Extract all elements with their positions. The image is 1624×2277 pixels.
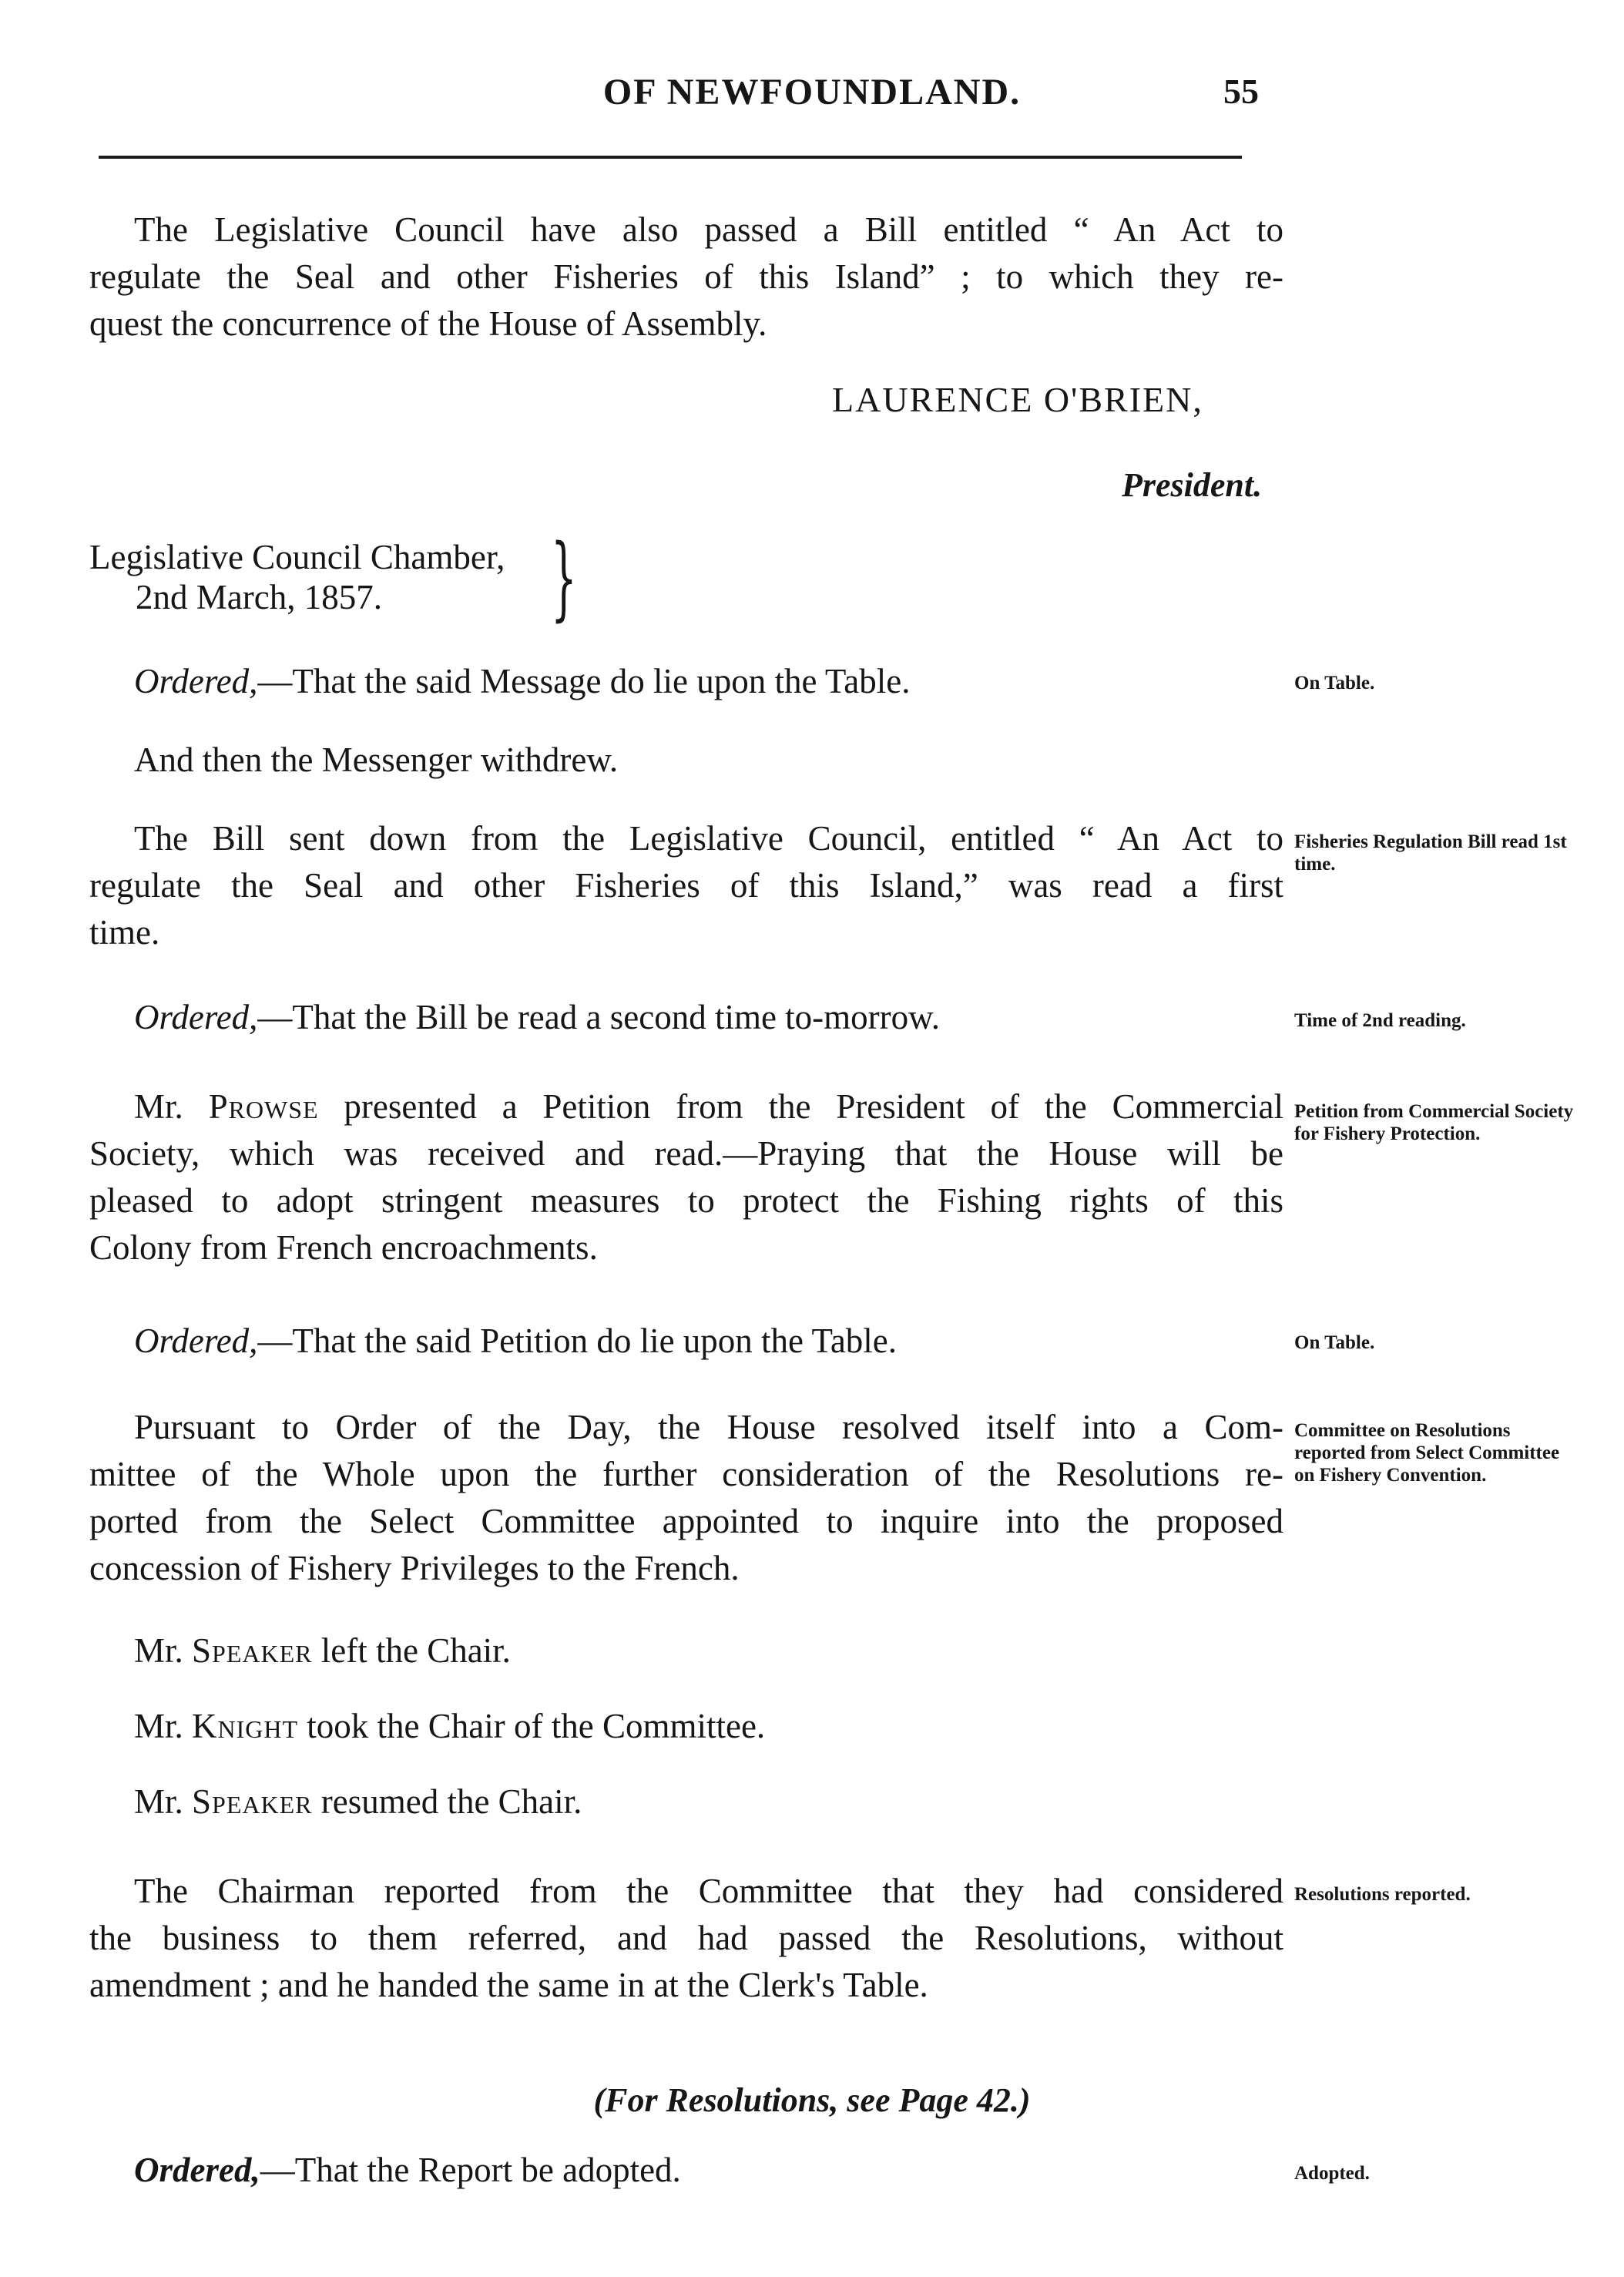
- ordered-text: —That the Report be adopted.: [260, 2151, 681, 2189]
- mr-prefix: Mr.: [134, 1087, 183, 1126]
- text-line: time.: [89, 913, 160, 952]
- margin-note-second-reading: Time of 2nd reading.: [1294, 1010, 1466, 1031]
- council-message-paragraph: [89, 207, 1283, 348]
- mr-prefix: Mr.: [134, 1631, 183, 1670]
- margin-note-on-table-2: On Table.: [1294, 1332, 1375, 1353]
- knight-chair-line: [89, 1703, 1283, 1750]
- text-line: pleased to adopt stringent measures to protect the Fishing rights of this: [89, 1181, 1283, 1220]
- ordered-report-adopted: [89, 2147, 1283, 2194]
- margin-note-fisheries-bill: Fisheries Regulation Bill read 1st time.: [1294, 831, 1567, 875]
- text-line: Society, which was received and read.—Praying that the House will be: [89, 1134, 1283, 1173]
- member-name: Speaker: [192, 1782, 313, 1821]
- text-fragment: presented a Petition from the President of the Commercial: [318, 1087, 1284, 1126]
- margin-note-committee: Committee on Resolutions reported from Select Committee on Fishery Convention.: [1294, 1420, 1560, 1486]
- margin-note-adopted: Adopted.: [1294, 2163, 1370, 2184]
- running-header-title: OF NEWFOUNDLAND.: [602, 72, 1022, 113]
- text-fragment: resumed the Chair.: [312, 1782, 582, 1821]
- speaker-left-line: [89, 1627, 1283, 1674]
- member-name: Speaker: [192, 1631, 313, 1670]
- mr-prefix: Mr.: [134, 1782, 183, 1821]
- ordered-second-reading: [89, 994, 1283, 1041]
- member-name: Prowse: [208, 1087, 319, 1126]
- text-line: The Bill sent down from the Legislative Council, entitled “ An Act to: [134, 819, 1283, 858]
- resolutions-reference: (For Resolutions, see Page 42.): [593, 2081, 1031, 2119]
- text-line: Pursuant to Order of the Day, the House resolved itself into a Com-: [134, 1408, 1283, 1446]
- ordered-text: —That the said Message do lie upon the Table.: [257, 662, 911, 700]
- text-line: And then the Messenger withdrew.: [134, 741, 619, 779]
- messenger-withdrew: [89, 737, 1283, 784]
- chairman-report-paragraph: [89, 1868, 1283, 2009]
- text-line: the business to them referred, and had passed the Resolutions, without: [89, 1919, 1283, 1957]
- ordered-lead: Ordered,: [134, 2151, 260, 2189]
- chamber-line: Legislative Council Chamber,: [89, 538, 505, 576]
- margin-note-petition: Petition from Commercial Society for Fishery Protection.: [1294, 1101, 1574, 1144]
- brace-glyph: }: [551, 524, 577, 630]
- ordered-message-table: [89, 658, 1283, 705]
- text-line: Colony from French encroachments.: [89, 1228, 598, 1267]
- text-line: regulate the Seal and other Fisheries of this Island” ; to which they re-: [89, 257, 1283, 296]
- ordered-petition-table: [89, 1318, 1283, 1365]
- text-line: quest the concurrence of the House of Assembly.: [89, 304, 767, 343]
- header-rule: [99, 156, 1242, 159]
- petition-paragraph: [89, 1083, 1283, 1271]
- margin-note-resolutions-reported: Resolutions reported.: [1294, 1884, 1471, 1905]
- text-line: mittee of the Whole upon the further consideration of the Resolutions re-: [89, 1455, 1283, 1493]
- speaker-resumed-line: [89, 1778, 1283, 1825]
- chamber-dateline: [89, 537, 505, 617]
- text-line: amendment ; and he handed the same in at the Clerk's Table.: [89, 1966, 928, 2004]
- text-line: regulate the Seal and other Fisheries of this Island,” was read a first: [89, 866, 1283, 905]
- text-line: ported from the Select Committee appointed to inquire into the proposed: [89, 1502, 1283, 1540]
- ordered-lead: Ordered,: [134, 998, 258, 1036]
- signature-title: President.: [1122, 466, 1263, 504]
- text-line: concession of Fishery Privileges to the French.: [89, 1549, 740, 1587]
- text-fragment: left the Chair.: [312, 1631, 511, 1670]
- committee-paragraph: [89, 1404, 1283, 1592]
- ordered-lead: Ordered,: [134, 1322, 258, 1360]
- page-number: 55: [1223, 72, 1259, 111]
- signature-name: LAURENCE O'BRIEN,: [832, 380, 1203, 419]
- mr-prefix: Mr.: [134, 1707, 183, 1745]
- bill-first-reading-paragraph: [89, 815, 1283, 956]
- text-line: The Chairman reported from the Committee that they had considered: [134, 1872, 1283, 1910]
- chamber-date: 2nd March, 1857.: [136, 578, 382, 616]
- member-name: Knight: [192, 1707, 299, 1745]
- text-fragment: took the Chair of the Committee.: [298, 1707, 766, 1745]
- ordered-text: —That the Bill be read a second time to-morrow.: [257, 998, 940, 1036]
- text-line: The Legislative Council have also passed a Bill entitled “ An Act to: [134, 210, 1283, 249]
- margin-note-on-table: On Table.: [1294, 673, 1375, 694]
- ordered-text: —That the said Petition do lie upon the Table.: [257, 1322, 898, 1360]
- ordered-lead: Ordered,: [134, 662, 258, 700]
